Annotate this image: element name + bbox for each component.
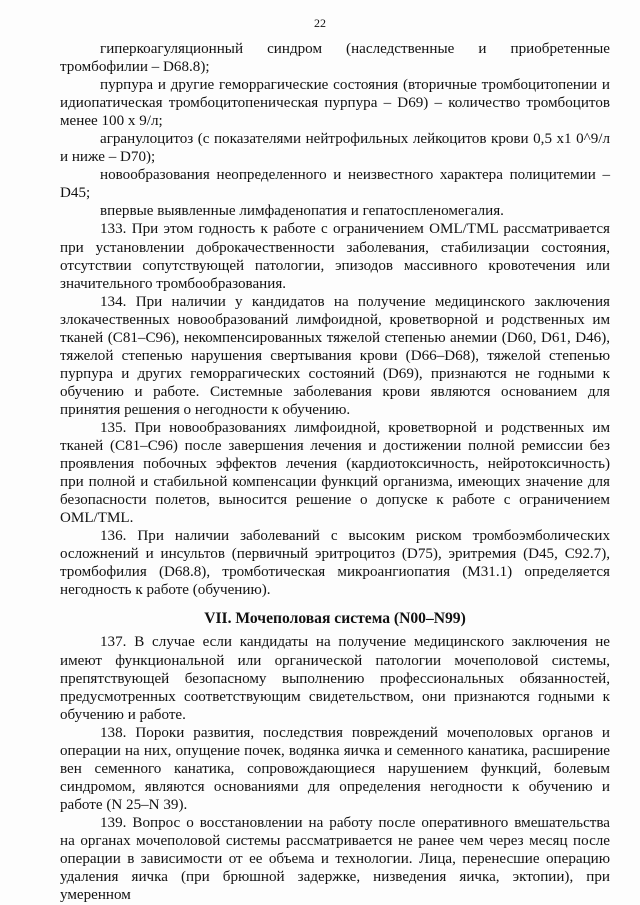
paragraph-135: 135. При новообразованиях лимфоидной, кроветворной и родственных им тканей (C81–C96) после завершения лечения и достижении полной ремиссии без проявления побочных эффектов лечения (кардиотоксичность, нейротоксичность) при полной и стабильной компенсации функций организма, имеющих значение для безопасности полетов, выносится решение о допуске к работе с ограничением OML/TML. [60,419,610,527]
paragraph-138: 138. Пороки развития, последствия повреждений мочеполовых органов и операции на них, опущение почек, водянка яичка и семенного канатика, расширение вен семенного канатика, сопровождающиеся нарушением функций, болевым синдромом, являются основаниями для определения негодности к обучению и работе (N 25–N 39). [60,724,610,813]
paragraph-137: 137. В случае если кандидаты на получение медицинского заключения не имеют функциональной или органической патологии мочеполовой системы, препятствующей безопасному выполнению профессиональных обязанностей, предусмотренных соответствующим свидетельством, они признаются годными к обучению и работе. [60,634,610,723]
paragraph-133: 133. При этом годность к работе с ограничением OML/TML рассматривается при установлении доброкачественности заболевания, стабилизации состояния, отсутствии сопутствующей патологии, эпизодов массивного кровотечения или значительного тромбообразования. [60,221,610,292]
list-item-lymphadenopathy: впервые выявленные лимфаденопатия и гепатоспленомегалия. [100,203,504,220]
page-number: 22 [314,16,326,30]
list-item-purpura: пурпура и другие геморрагические состояния (вторичные тромбоцитопении и идиопатическая тромбоцитопеническая пурпура – D69) – количество тромбоцитов менее 100 х 9/л; [60,77,610,130]
section-heading: VII. Мочеполовая система (N00–N99) [204,610,466,628]
paragraph-134: 134. При наличии у кандидатов на получение медицинского заключения злокачественных новообразований лимфоидной, кроветворной и родственных им тканей (C81–C96), некомпенсированных тяжелой степенью анемии (D60, D61, D46), тяжелой степенью нарушения свертывания крови (D66–D68), тяжелой степенью пурпура и других геморрагических состояний (D69), признаются не годными к обучению и работе. Системные заболевания крови являются основанием для принятия решения о негодности к обучению. [60,293,610,418]
list-item-agranulocytosis: агранулоцитоз (с показателями нейтрофильных лейкоцитов крови 0,5 х1 0^9/л и ниже – D70); [60,131,610,166]
list-item-hypercoagulation: гиперкоагуляционный синдром (наследственные и приобретенные тромбофилии – D68.8); [60,41,610,76]
list-item-neoplasms-polycythemia: новообразования неопределенного и неизвестного характера полицитемии – D45; [60,167,610,202]
page-body [60,40,610,904]
paragraph-136: 136. При наличии заболеваний с высоким риском тромбоэмболических осложнений и инсультов (первичный эритроцитоз (D75), эритремия (D45, C92.7), тромбофилия (D68.8), тромботическая микроангиопатия (M31.1) определяется негодность к работе (обучению). [60,528,610,599]
paragraph-139: 139. Вопрос о восстановлении на работу после оперативного вмешательства на органах мочеполовой системы рассматривается не ранее чем через месяц после операции в зависимости от ее объема и технологии. Лица, перенесшие операцию удаления яичка (при брюшной задержке, низведения яичка, эктопии), при умеренном [60,814,610,904]
